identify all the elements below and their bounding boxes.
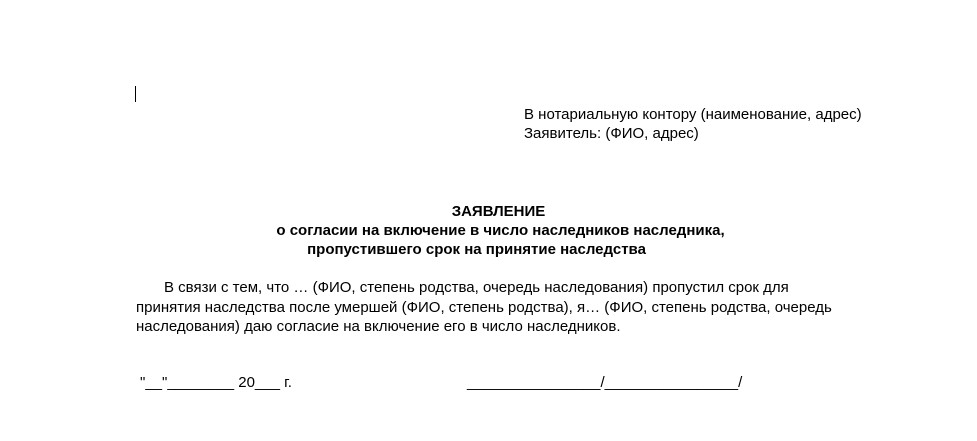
title-subtitle-line-2: пропустившего срок на принятие наследства [307,241,646,258]
title-subtitle-line-1: о согласии на включение в число наследников наследника, [276,222,725,239]
body-line-3: наследования) даю согласие на включение его в число наследников. [136,318,621,335]
addressee-block [524,105,862,143]
date-field: "__"________ 20___ г. [140,374,292,391]
title-heading: ЗАЯВЛЕНИЕ [451,203,546,220]
body-line-2: принятия наследства после умершей (ФИО, степень родства), я… (ФИО, степень родства, очередь [136,298,832,316]
body-line-1: В связи с тем, что … (ФИО, степень родства, очередь наследования) пропустил срок для [164,279,789,296]
text-cursor [135,86,136,102]
applicant-line: Заявитель: (ФИО, адрес) [524,125,699,142]
signature-field: ________________/________________/ [467,374,743,391]
document-title [0,202,977,259]
statement-body [136,278,876,337]
addressee-line: В нотариальную контору (наименование, адрес) [524,106,862,123]
